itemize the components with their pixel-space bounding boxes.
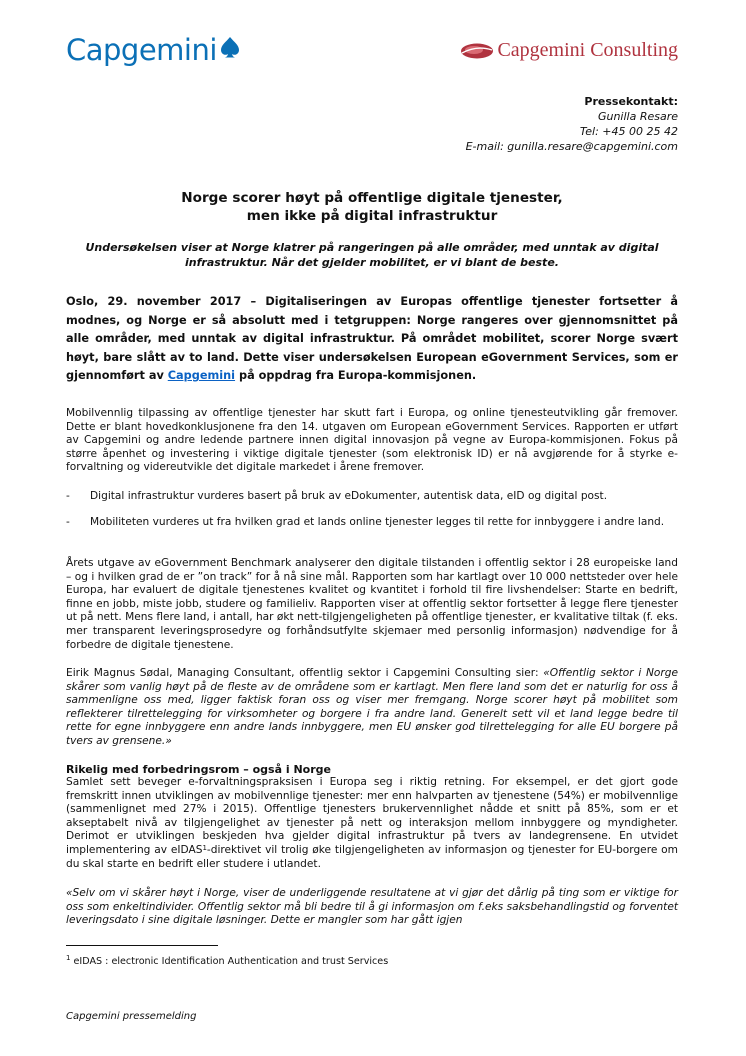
contact-name: Gunilla Resare [597,110,678,123]
paragraph-5 [66,887,678,928]
lead-paragraph [66,293,678,386]
paragraph-3 [66,667,678,749]
bullet-item-2 [66,516,678,530]
p4-text-after: -direktivet vil trolig øke tilgjengeligheten av informasjon og tjenester for EU-borgere om du skal starte en bedrift eller studere i utlandet. [66,843,678,870]
page-footer: Capgemini pressemelding [66,1011,197,1022]
bullet-text-1: Digital infrastruktur vurderes basert på bruk av eDokumenter, autentisk data, eID og digital post. [90,490,608,502]
title-line-2: men ikke på digital infrastruktur [246,207,498,224]
footnote-number: 1 [66,954,71,962]
footnote-text: eIDAS : electronic Identification Authentication and trust Services [70,956,389,968]
footnote [66,952,388,968]
paragraph-4 [66,776,678,871]
consulting-logo-text: Capgemini Consulting [497,39,678,61]
consulting-swirl-icon [460,42,494,60]
p3-quote: «Offentlig sektor i Norge skårer som vanlig høyt på de fleste av de områdene som er kartlagt. Men flere land som det er naturlig for oss å sammenligne oss med, ligger faktisk foran oss og viser mer fremgang. Norge scorer høyt på mobilitet som reflekterer tilrettelegging for virksomheter og borgere i fra andre land. Generelt sett vil et land legge bedre til rette for egne innbyggere enn andre lands innbyggere, men EU ønsker god tilrettelegging for alle EU borgere på tvers av grensene.» [66,667,678,747]
page-title [66,190,678,225]
bullet-dash: - [66,516,70,528]
footnote-rule [66,945,218,946]
press-contact [466,94,678,154]
contact-label: Pressekontakt: [584,95,678,108]
title-line-1: Norge scorer høyt på offentlige digitale tjenester, [181,190,563,206]
section-heading: Rikelig med forbedringsrom – også i Norge [66,763,331,776]
capgemini-logo-text: Capgemini [66,33,217,67]
contact-tel: Tel: +45 00 25 42 [579,125,678,138]
bullet-dash: - [66,490,70,502]
paragraph-1: Mobilvennlig tilpassing av offentlige tjenester har skutt fart i Europa, og online tjenesteutvikling går fremover. Dette er blant hovedkonklusjonene fra den 14. utgaven om European eGovernment Services. Rapporten er utført av Capgemini og andre ledende partnere innen digital innovasjon på vegne av Europa-kommisjonen. Fokus på større åpenhet og investering i viktige digitale tjenester (som elektronisk ID) er nå avgjørende for å styrke e-forvaltning og videreutvikle det digitale markedet i årene fremover. [66,407,678,474]
spade-icon [220,36,240,58]
footnote-ref: 1 [202,843,207,852]
capgemini-consulting-logo [460,39,678,62]
capgemini-logo [66,32,240,68]
subtitle: Undersøkelsen viser at Norge klatrer på rangeringen på alle områder, med unntak av digital infrastruktur. Når det gjelder mobilitet, er vi blant de beste. [85,241,659,269]
lead-text-before: Oslo, 29. november 2017 – Digitaliseringen av Europas offentlige tjenester fortsetter å modnes, og Norge er så absolutt med i tetgruppen: Norge rangeres over gjennomsnittet på alle områder, med unntak av digital infrastruktur. På området mobilitet, scorer Norge svært høyt, bare slått av to land. Dette viser undersøkelsen European eGovernment Services, som er gjennomført av [66,295,678,383]
p3-normal: Eirik Magnus Sødal, Managing Consultant, offentlig sektor i Capgemini Consulting sier: [66,667,544,679]
p4-text-before: Samlet sett beveger e-forvaltningspraksisen i Europa seg i riktig retning. For eksempel, er det gjort gode fremskritt innen utviklingen av mobilvennlige tjenester: mer enn halvparten av tjenestene (54%) er mobilvennlige (sammenlignet med 27% i 2015). Offentlige tjenesters brukervennlighet nådde et snitt på 85%, som er et akseptabelt nivå av tilgjengelighet av tjenester på nett og interaksjon mellom innbyggere og myndigheter. Derimot er utviklingen beskjeden hva gjelder digital infrastruktur på tvers av landegrensene. En utvidet implementering av eIDAS [66,776,678,856]
bullet-item-1 [66,490,678,504]
lead-text-after: på oppdrag fra Europa-kommisjonen. [235,369,477,383]
contact-email[interactable]: E-mail: gunilla.resare@capgemini.com [465,140,678,153]
paragraph-2: Årets utgave av eGovernment Benchmark analyserer den digitale tilstanden i offentlig sektor i 28 europeiske land – og i hvilken grad de er ”on track” for å nå sine mål. Rapporten som har kartlagt over 10 000 nettsteder over hele Europa, har evaluert de digitale tjenestenes kvalitet og kvantitet i forhold til fire livshendelser: Starte en bedrift, finne en jobb, miste jobb, studere og familieliv. Rapporten viser at offentlig sektor fortsetter å legge flere tjenester ut på nett. Mens flere land, i antall, har økt nett-tilgjengeligheten på offentlige tjenester, er kvalitative tiltak (f. eks. mer transparent leveringsprosedyre og forhåndsutfylte skjemaer med personlig informasjon) nødvendige for å forbedre de digitale tjenestene. [66,557,678,651]
bullet-text-2: Mobiliteten vurderes ut fra hvilken grad et lands online tjenester legges til rette for innbyggere i andre land. [90,516,665,528]
p5-quote: «Selv om vi skårer høyt i Norge, viser de underliggende resultatene at vi gjør det dårlig på ting som er viktige for oss som enkeltindivider. Offentlig sektor må bli bedre til å gi informasjon om f.eks saksbehandlingstid og forventet leveringsdato i sine digitale løsninger. Dette er mangler som har gått igjen [66,887,678,927]
capgemini-link[interactable]: Capgemini [167,369,236,383]
